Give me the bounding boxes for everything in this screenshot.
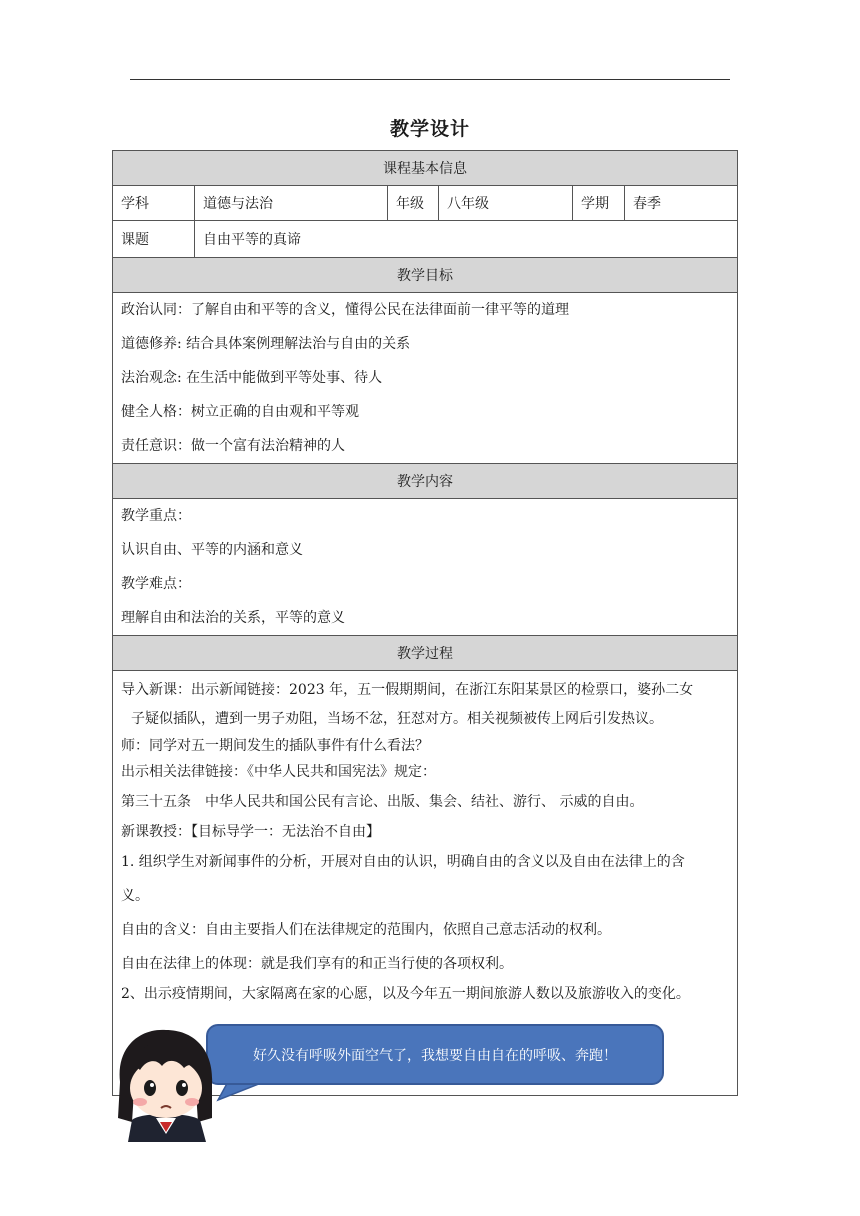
- subject-value: 道德与法治: [195, 186, 388, 221]
- section-header: 教学过程: [113, 636, 738, 671]
- section-header: 课程基本信息: [113, 151, 738, 186]
- goal-item: 法治观念: 在生活中能做到平等处事、待人: [121, 370, 383, 386]
- section-header: 教学内容: [113, 464, 738, 499]
- intro-text: 导入新课：出示新闻链接：2023 年，五一假期期间，在浙江东阳某景区的检票口，婆孙二女: [121, 682, 694, 698]
- goal-item: 责任意识：做一个富有法治精神的人: [121, 438, 345, 454]
- grade-label: 年级: [388, 186, 439, 221]
- basic-info-row: [113, 186, 738, 221]
- content-item: 教学难点：: [121, 576, 191, 592]
- freedom-in-law: 自由在法律上的体现：就是我们享有的和正当行使的各项权利。: [121, 956, 513, 972]
- header-rule: [130, 79, 730, 80]
- topic-value: 自由平等的真谛: [195, 221, 738, 258]
- goal-item: 健全人格：树立正确的自由观和平等观: [121, 404, 359, 420]
- goals-row: [113, 293, 738, 464]
- section-goals: [113, 258, 738, 293]
- section-process: [113, 636, 738, 671]
- section-header: 教学目标: [113, 258, 738, 293]
- content-row: [113, 499, 738, 636]
- freedom-definition: 自由的含义：自由主要指人们在法律规定的范围内，依照自己意志活动的权利。: [121, 922, 611, 938]
- speech-bubble: [206, 1024, 664, 1085]
- new-lesson-heading: 新课教授：【目标导学一：无法治不自由】: [121, 824, 380, 840]
- girl-cartoon-icon: [110, 1022, 222, 1142]
- step-1-cont: 义。: [121, 888, 149, 904]
- term-label: 学期: [573, 186, 625, 221]
- law-link: 出示相关法律链接：《中华人民共和国宪法》规定：: [121, 764, 436, 780]
- goal-item: 政治认同：了解自由和平等的含义，懂得公民在法律面前一律平等的道理: [121, 302, 569, 318]
- grade-value: 八年级: [439, 186, 573, 221]
- speech-bubble-text: 好久没有呼吸外面空气了，我想要自由自在的呼吸、奔跑！: [253, 1047, 617, 1064]
- content-item: 教学重点：: [121, 508, 191, 524]
- lesson-plan-table: [112, 150, 738, 1096]
- intro-text-cont: 子疑似插队，遭到一男子劝阻，当场不忿，狂怼对方。相关视频被传上网后引发热议。: [131, 711, 663, 727]
- topic-label: 课题: [113, 221, 195, 258]
- subject-label: 学科: [113, 186, 195, 221]
- teacher-question: 师：同学对五一期间发生的插队事件有什么看法？: [121, 738, 429, 754]
- goals-cell: [113, 293, 738, 464]
- content-cell: [113, 499, 738, 636]
- document-title: 教学设计: [389, 118, 470, 140]
- section-content: [113, 464, 738, 499]
- step-2: 2、出示疫情期间，大家隔离在家的心愿，以及今年五一期间旅游人数以及旅游收入的变化。: [121, 986, 690, 1002]
- term-value: 春季: [625, 186, 738, 221]
- section-basic-info: [113, 151, 738, 186]
- content-item: 理解自由和法治的关系，平等的意义: [121, 610, 345, 626]
- step-1: 1. 组织学生对新闻事件的分析，开展对自由的认识，明确自由的含义以及自由在法律上的含: [121, 854, 685, 870]
- constitution-article: 第三十五条 中华人民共和国公民有言论、出版、集会、结社、游行、 示威的自由。: [121, 794, 644, 810]
- content-item: 认识自由、平等的内涵和意义: [121, 542, 303, 558]
- topic-row: [113, 221, 738, 258]
- goal-item: 道德修养: 结合具体案例理解法治与自由的关系: [121, 336, 411, 352]
